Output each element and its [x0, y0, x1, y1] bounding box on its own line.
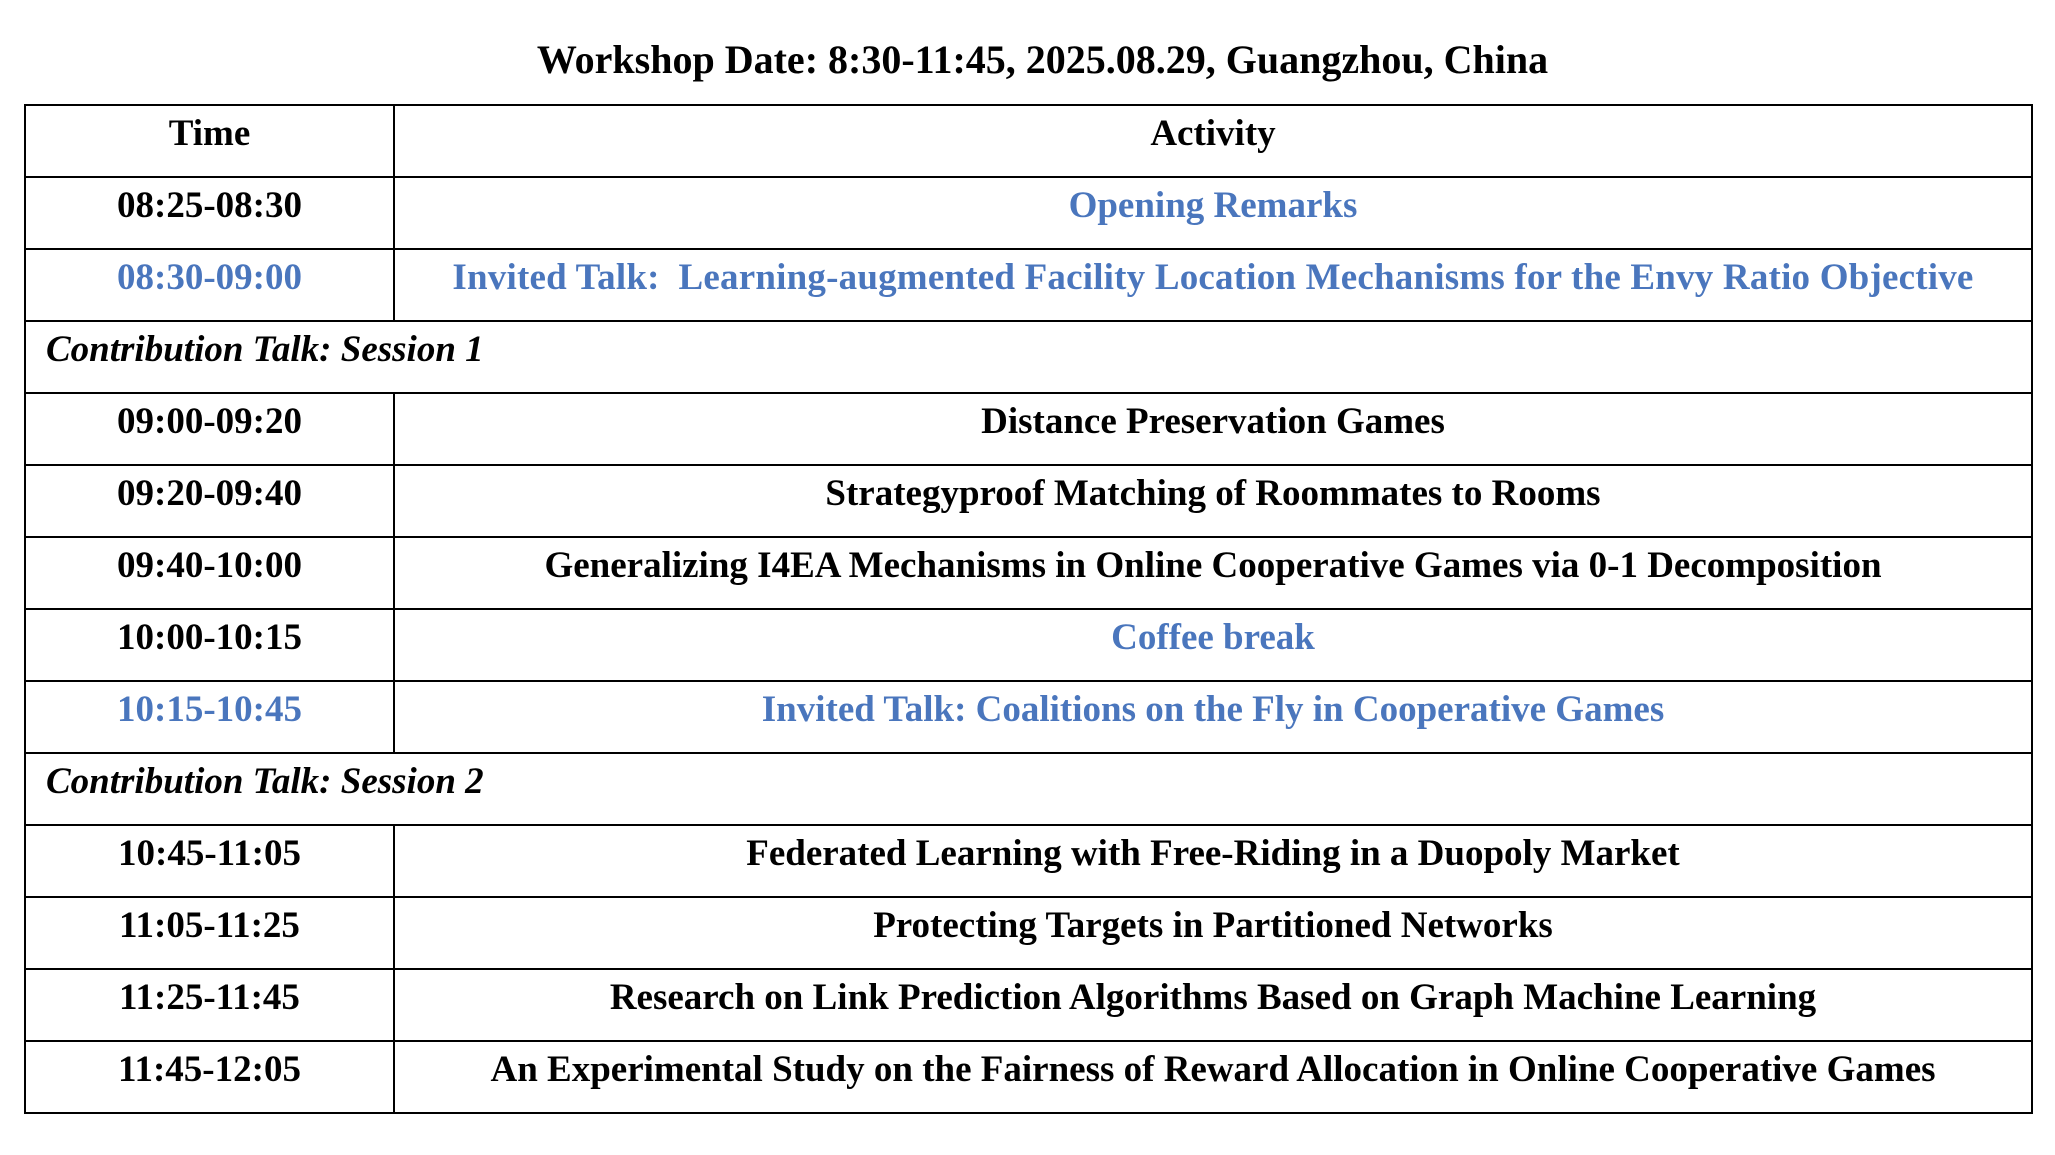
row-activity: Coffee break: [394, 609, 2032, 681]
time-column-header: Time: [25, 105, 394, 177]
row-activity: Distance Preservation Games: [394, 393, 2032, 465]
table-row: [25, 897, 2032, 969]
table-row: [25, 249, 2032, 321]
row-activity: An Experimental Study on the Fairness of Reward Allocation in Online Cooperative Games: [394, 1041, 2032, 1113]
row-activity: Opening Remarks: [394, 177, 2032, 249]
row-activity: Generalizing I4EA Mechanisms in Online Cooperative Games via 0-1 Decomposition: [394, 537, 2032, 609]
table-row: [25, 969, 2032, 1041]
table-row: [25, 681, 2032, 753]
row-time: 10:00-10:15: [25, 609, 394, 681]
row-time: 08:25-08:30: [25, 177, 394, 249]
table-row: [25, 1041, 2032, 1113]
row-time: 09:20-09:40: [25, 465, 394, 537]
table-row: [25, 465, 2032, 537]
row-activity: Federated Learning with Free-Riding in a Duopoly Market: [394, 825, 2032, 897]
row-time: 10:15-10:45: [25, 681, 394, 753]
table-row: [25, 177, 2032, 249]
page-title: Workshop Date: 8:30-11:45, 2025.08.29, Guangzhou, China: [536, 37, 1549, 82]
table-row: [25, 825, 2032, 897]
row-activity: Strategyproof Matching of Roommates to Rooms: [394, 465, 2032, 537]
row-activity: Invited Talk: Learning-augmented Facility Location Mechanisms for the Envy Ratio Objective: [394, 249, 2032, 321]
session-heading: Contribution Talk: Session 2: [25, 753, 2032, 825]
session-row: [25, 321, 2032, 393]
table-row: [25, 393, 2032, 465]
row-time: 09:00-09:20: [25, 393, 394, 465]
row-time: 08:30-09:00: [25, 249, 394, 321]
row-activity: Invited Talk: Coalitions on the Fly in Cooperative Games: [394, 681, 2032, 753]
row-activity: Research on Link Prediction Algorithms Based on Graph Machine Learning: [394, 969, 2032, 1041]
table-row: [25, 609, 2032, 681]
session-heading: Contribution Talk: Session 1: [25, 321, 2032, 393]
row-activity: Protecting Targets in Partitioned Networks: [394, 897, 2032, 969]
row-time: 11:05-11:25: [25, 897, 394, 969]
activity-column-header: Activity: [394, 105, 2032, 177]
table-row: [25, 537, 2032, 609]
session-row: [25, 753, 2032, 825]
row-time: 10:45-11:05: [25, 825, 394, 897]
header-row: [25, 105, 2032, 177]
row-time: 09:40-10:00: [25, 537, 394, 609]
row-time: 11:45-12:05: [25, 1041, 394, 1113]
row-time: 11:25-11:45: [25, 969, 394, 1041]
schedule-table: [24, 104, 2033, 1114]
